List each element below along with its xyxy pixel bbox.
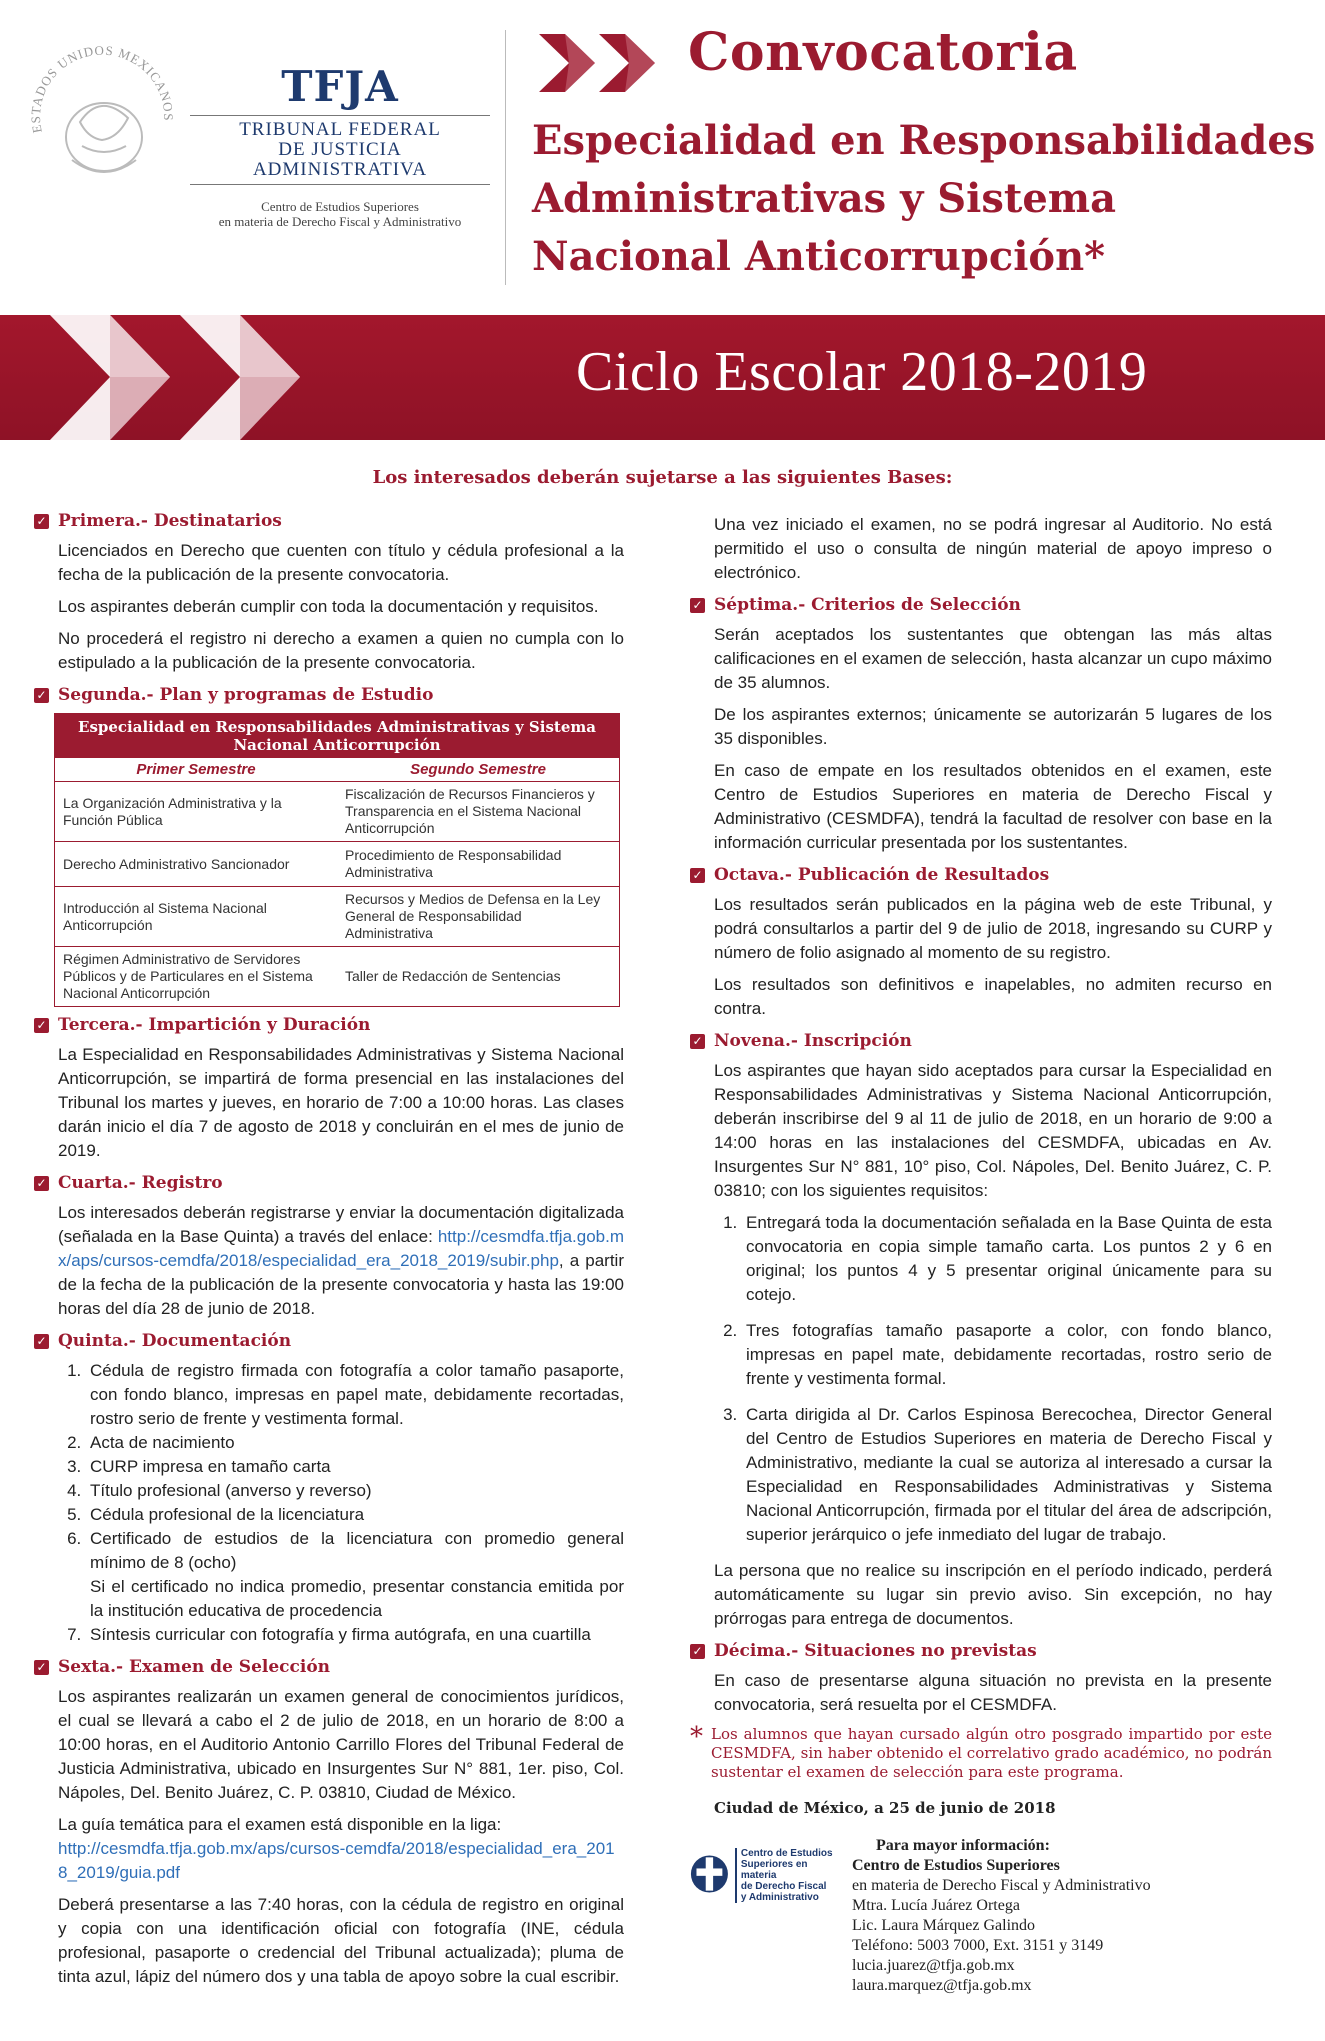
- logo-line-2: DE JUSTICIA ADMINISTRATIVA: [252, 139, 428, 180]
- section-cuarta: ✓ Cuarta.- Registro: [34, 1171, 624, 1195]
- section-octava: ✓ Octava.- Publicación de Resultados: [690, 863, 1272, 887]
- section-segunda: ✓ Segunda.- Plan y programas de Estudio: [34, 683, 624, 707]
- check-icon: ✓: [34, 1660, 49, 1675]
- documents-list: [58, 1359, 624, 1647]
- banner-chevrons-icon: [40, 315, 340, 440]
- octava-p2: Los resultados son definitivos e inapelables, no admiten recurso en contra.: [714, 975, 1272, 1018]
- contact-block: [690, 1836, 1272, 1996]
- check-icon: ✓: [34, 688, 49, 703]
- table-row: [55, 947, 620, 1007]
- septima-p3: En caso de empate en los resultados obtenidos en el examen, este Centro de Estudios Superiores en materia de Derecho Fiscal y Administrativo (CESMDFA), tendrá la facultad de resolver con base en la información curricular presentada por los sustentantes.: [714, 761, 1272, 852]
- section-tercera: ✓ Tercera.- Impartición y Duración: [34, 1013, 624, 1037]
- list-item: 1. Entregará toda la documentación señalada en la Base Quinta de esta convocatoria en copia simple tamaño carta. Los puntos 2 y 6 en original; los puntos 4 y 5 presentar original únicamente para su cotejo.: [742, 1211, 1272, 1307]
- left-column: [34, 505, 624, 1997]
- novena-p1: Los aspirantes que hayan sido aceptados para cursar la Especialidad en Responsabilidades Administrativas y Sistema Nacional Anticorrupción, deberán inscribirse del 9 al 11 de julio de 2018, en un horario de 9:00 a 14:00 horas en las instalaciones del CESMDFA, ubicadas en Av. Insurgentes Sur N° 881, 10° piso, Col. Nápoles, Del. Benito Juárez, C. P. 03810; con los siguientes requisitos:: [714, 1061, 1272, 1200]
- decima-p1: En caso de presentarse alguna situación no prevista en la presente convocatoria, será resuelta por el CESMDFA.: [714, 1671, 1272, 1714]
- page-title: Convocatoria: [688, 22, 1078, 83]
- table-row: [55, 782, 620, 842]
- bases-heading: Los interesados deberán sujetarse a las siguientes Bases:: [372, 467, 953, 488]
- chevrons-icon: [535, 30, 665, 96]
- table-cell: Taller de Redacción de Sentencias: [345, 968, 561, 984]
- guide-link[interactable]: http://cesmdfa.tfja.gob.mx/aps/cursos-cemdfa/2018/especialidad_era_2018_2019/guia.pdf: [58, 1839, 615, 1882]
- contact-email-1[interactable]: lucia.juarez@tfja.gob.mx: [852, 1957, 1015, 1974]
- contact-name-2: Lic. Laura Márquez Galindo: [852, 1917, 1036, 1934]
- contact-phone: Teléfono: 5003 7000, Ext. 3151 y 3149: [852, 1937, 1104, 1954]
- logo-center-2: en materia de Derecho Fiscal y Administrativo: [218, 214, 462, 229]
- cesmdfa-cross-icon: [690, 1848, 729, 1900]
- table-header-segundo: Segundo Semestre: [337, 758, 620, 782]
- sexta-p1: Los aspirantes realizarán un examen general de conocimientos jurídicos, el cual se llevará a cabo el 2 de julio de 2018, en un horario de 8:00 a 10:00 horas, en el Auditorio Antonio Carrillo Flores del Tribunal Federal de Justicia Administrativa, ubicado en Insurgentes Sur N° 881, 1er. piso, Col. Nápoles, Del. Benito Juárez, C. P. 03810, Ciudad de México.: [58, 1687, 624, 1802]
- contact-email-2[interactable]: laura.marquez@tfja.gob.mx: [852, 1977, 1032, 1994]
- list-item: 1. Cédula de registro firmada con fotografía a color tamaño pasaporte, con fondo blanco, impresas en papel mate, debidamente recortadas, rostro serio de frente y vestimenta formal.: [86, 1359, 624, 1431]
- banner-text: Ciclo Escolar 2018-2019: [576, 341, 1148, 403]
- footnote-text: Los alumnos que hayan cursado algún otro posgrado impartido por este CESMDFA, sin haber obtenido el correlativo grado académico, no podrán sustentar el examen de selección para este programa.: [711, 1725, 1272, 1781]
- item6-note: Si el certificado no indica promedio, presentar constancia emitida por la institución educativa de procedencia: [90, 1577, 624, 1620]
- issue-date: Ciudad de México, a 25 de junio de 2018: [714, 1799, 1056, 1817]
- footnote: [690, 1722, 1272, 1782]
- tfja-logo: [190, 62, 490, 229]
- table-row: [55, 887, 620, 947]
- section-quinta: ✓ Quinta.- Documentación: [34, 1329, 624, 1353]
- logo-abbr: TFJA: [281, 62, 399, 111]
- cesmdfa-logo: Centro de Estudios Superiores en materia de Derecho Fiscal y Administrativo: [690, 1848, 838, 1996]
- list-item: 3. CURP impresa en tamaño carta: [86, 1455, 624, 1479]
- list-item: 6. Certificado de estudios de la licenciatura con promedio general mínimo de 8 (ocho) Si el certificado no indica promedio, presentar constancia emitida por la institución educativa de procedencia: [86, 1527, 624, 1623]
- contact-info: [852, 1836, 1151, 1996]
- study-plan-table: [54, 713, 620, 1007]
- check-icon: ✓: [690, 598, 705, 613]
- section-novena: ✓ Novena.- Inscripción: [690, 1029, 1272, 1053]
- table-row: [55, 842, 620, 887]
- table-cell: Régimen Administrativo de Servidores Públicos y de Particulares en el Sistema Nacional Anticorrupción: [63, 951, 313, 1001]
- section-sexta: ✓ Sexta.- Examen de Selección: [34, 1655, 624, 1679]
- page-subtitle: Especialidad en Responsabilidades Administrativas y Sistema Nacional Anticorrupción*: [532, 117, 1316, 280]
- table-header-primer: Primer Semestre: [55, 758, 338, 782]
- logo-line-1: TRIBUNAL FEDERAL: [239, 119, 441, 140]
- check-icon: ✓: [34, 1018, 49, 1033]
- novena-p2: La persona que no realice su inscripción en el período indicado, perderá automáticamente su lugar sin previo aviso. Sin excepción, no hay prórrogas para entrega de documentos.: [714, 1561, 1272, 1628]
- primera-p2: Los aspirantes deberán cumplir con toda la documentación y requisitos.: [58, 597, 599, 616]
- list-item: 2. Tres fotografías tamaño pasaporte a color, con fondo blanco, impresas en papel mate, debidamente recortadas, rostro serio de frente y vestimenta formal.: [742, 1319, 1272, 1391]
- sexta-p4: Una vez iniciado el examen, no se podrá ingresar al Auditorio. No está permitido el uso o consulta de ningún material de apoyo impreso o electrónico.: [714, 515, 1272, 582]
- section-primera: ✓ Primera.- Destinatarios: [34, 509, 624, 533]
- section-decima: ✓ Décima.- Situaciones no previstas: [690, 1639, 1272, 1663]
- list-item: 3. Carta dirigida al Dr. Carlos Espinosa Berecochea, Director General del Centro de Estudios Superiores en materia de Derecho Fiscal y Administrativo, mediante la cual se autoriza al interesado a cursar la Especialidad en Responsabilidades Administrativas y Sistema Nacional Anticorrupción, firmada por el titular del área de adscripción, superior jerárquico o jefe inmediato del lugar de trabajo.: [742, 1403, 1272, 1547]
- right-column: [690, 513, 1272, 1996]
- list-item: 5. Cédula profesional de la licenciatura: [86, 1503, 624, 1527]
- logo-center-1: Centro de Estudios Superiores: [261, 199, 419, 214]
- requirements-list: [714, 1211, 1272, 1547]
- check-icon: ✓: [690, 1644, 705, 1659]
- contact-org-2: en materia de Derecho Fiscal y Administrativo: [852, 1877, 1151, 1894]
- mexican-seal-icon: [22, 42, 182, 202]
- table-cell: Introducción al Sistema Nacional Anticorrupción: [55, 887, 338, 947]
- septima-p1: Serán aceptados los sustentantes que obtengan las más altas calificaciones en el examen de selección, hasta alcanzar un cupo máximo de 35 alumnos.: [714, 625, 1272, 692]
- registration-link[interactable]: http://cesmdfa.tfja.gob.mx/aps/cursos-cemdfa/2018/especialidad_era_2018_2019/subir.php: [58, 1227, 624, 1270]
- header-divider: [505, 30, 506, 285]
- tercera-p1: La Especialidad en Responsabilidades Administrativas y Sistema Nacional Anticorrupción, se impartirá de forma presencial en las instalaciones del Tribunal los martes y jueves, en horario de 7:00 a 10:00 horas. Las clases darán inicio el día 7 de agosto de 2018 y concluirán en el mes de junio de 2019.: [58, 1045, 624, 1160]
- cuarta-p1: Los interesados deberán registrarse y enviar la documentación digitalizada (señalada en la Base Quinta) a través del enlace: http://cesmdfa.tfja.gob.mx/aps/cursos-cemdfa/2018/especialidad_era_2018_2019/subir.php, a partir de la fecha de la publicación de la presente convocatoria y hasta las 19:00 horas del día 28 de junio de 2018.: [58, 1203, 624, 1318]
- primera-p3: No procederá el registro ni derecho a examen a quien no cumpla con lo estipulado a la publicación de la presente convocatoria.: [58, 629, 624, 672]
- octava-p1: Los resultados serán publicados en la página web de este Tribunal, y podrá consultarlos a partir del 9 de julio de 2018, ingresando su CURP y número de folio asignado al momento de su registro.: [714, 895, 1272, 962]
- table-cell: La Organización Administrativa y la Función Pública: [55, 782, 338, 842]
- contact-heading: Para mayor información:: [876, 1837, 1050, 1854]
- contact-org-1: Centro de Estudios Superiores: [852, 1857, 1060, 1874]
- check-icon: ✓: [690, 1034, 705, 1049]
- table-cell: Derecho Administrativo Sancionador: [55, 842, 338, 887]
- list-item: 7. Síntesis curricular con fotografía y firma autógrafa, en una cuartilla: [86, 1623, 624, 1647]
- septima-p2: De los aspirantes externos; únicamente se autorizarán 5 lugares de los 35 disponibles.: [714, 705, 1272, 748]
- table-cell: Recursos y Medios de Defensa en la Ley General de Responsabilidad Administrativa: [337, 887, 620, 947]
- list-item: 4. Título profesional (anverso y reverso): [86, 1479, 624, 1503]
- table-caption: Especialidad en Responsabilidades Administrativas y Sistema Nacional Anticorrupción: [55, 714, 620, 759]
- check-icon: ✓: [34, 1334, 49, 1349]
- sexta-p3: Deberá presentarse a las 7:40 horas, con la cédula de registro en original y copia con una identificación oficial con fotografía (INE, cédula profesional, pasaporte o credencial del Tribunal actualizada); pluma de tinta azul, lápiz del número dos y una tabla de apoyo sobre la cual escribir.: [58, 1895, 624, 1986]
- check-icon: ✓: [34, 514, 49, 529]
- sexta-p2: La guía temática para el examen está disponible en la liga:: [58, 1815, 502, 1834]
- check-icon: ✓: [690, 868, 705, 883]
- contact-name-1: Mtra. Lucía Juárez Ortega: [852, 1897, 1020, 1914]
- check-icon: ✓: [34, 1176, 49, 1191]
- table-cell: Procedimiento de Responsabilidad Administrativa: [337, 842, 620, 887]
- primera-p1: Licenciados en Derecho que cuenten con título y cédula profesional a la fecha de la publicación de la presente convocatoria.: [58, 541, 624, 584]
- asterisk: *: [690, 1722, 703, 1752]
- svg-text:ESTADOS UNIDOS MEXICANOS: ESTADOS UNIDOS MEXICANOS: [27, 42, 177, 135]
- table-cell: Fiscalización de Recursos Financieros y Transparencia en el Sistema Nacional Anticorrupción: [337, 782, 620, 842]
- section-septima: ✓ Séptima.- Criterios de Selección: [690, 593, 1272, 617]
- list-item: 2. Acta de nacimiento: [86, 1431, 624, 1455]
